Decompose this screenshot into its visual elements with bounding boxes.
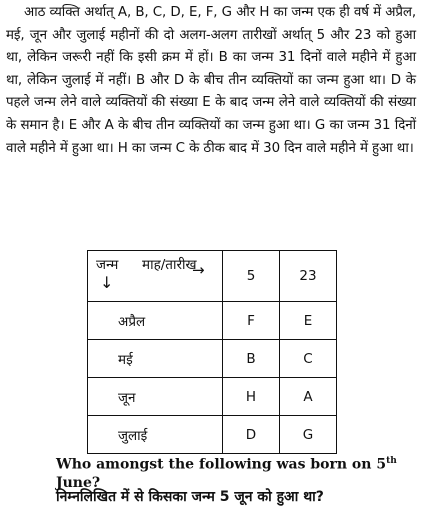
- header-birth-label: जन्म: [96, 257, 119, 273]
- question-english-text: Who amongst the following was born on 5: [56, 456, 387, 473]
- arrangement-table: [87, 250, 337, 454]
- question-hindi: निम्नलिखित में से किसका जन्म 5 जून को हुआ था?: [56, 489, 324, 505]
- header-corner-cell: [88, 251, 223, 302]
- arrow-right-icon: →: [192, 261, 205, 279]
- table-row: [88, 302, 337, 340]
- month-cell: जून: [88, 378, 223, 416]
- header-month-date-label: माह/तारीख: [142, 257, 197, 273]
- month-cell: अप्रैल: [88, 302, 223, 340]
- cell-date-5: F: [223, 302, 280, 340]
- puzzle-passage: आठ व्यक्ति अर्थात् A, B, C, D, E, F, G और H का जन्म एक ही वर्ष में अप्रैल, मई, जून और जुलाई महीनों की दो अलग-अलग तारीखों अर्थात् 5 और 23 को हुआ था, लेकिन जरूरी नहीं कि इसी क्रम में हों। B का जन्म 31 दिनों वाले महीने में हुआ था, लेकिन जुलाई में नहीं। B और D के बीच तीन व्यक्तियों का जन्म हुआ था। D के पहले जन्म लेने वाले व्यक्तियों की संख्या E के बाद जन्म लेने वाले व्यक्तियों की संख्या के समान है। E और A के बीच तीन व्यक्तियों का जन्म हुआ था। G का जन्म 31 दिनों वाले महीने में हुआ था। H का जन्म C के ठीक बाद में 30 दिन वाले महीने में हुआ था।: [6, 5, 416, 156]
- table-header-row: [88, 251, 337, 302]
- cell-date-23: E: [280, 302, 337, 340]
- month-cell: जुलाई: [88, 416, 223, 454]
- cell-date-23: G: [280, 416, 337, 454]
- cell-date-5: B: [223, 340, 280, 378]
- header-date-5: 5: [223, 251, 280, 302]
- ordinal-suffix: th: [386, 456, 397, 466]
- question-english-month: June?: [56, 474, 101, 491]
- month-cell: मई: [88, 340, 223, 378]
- cell-date-5: D: [223, 416, 280, 454]
- question-english: [56, 452, 416, 492]
- cell-date-23: A: [280, 378, 337, 416]
- table-row: [88, 378, 337, 416]
- table-row: [88, 340, 337, 378]
- cell-date-23: C: [280, 340, 337, 378]
- table-row: [88, 416, 337, 454]
- cell-date-5: H: [223, 378, 280, 416]
- header-date-23: 23: [280, 251, 337, 302]
- arrow-down-icon: ↓: [100, 273, 114, 292]
